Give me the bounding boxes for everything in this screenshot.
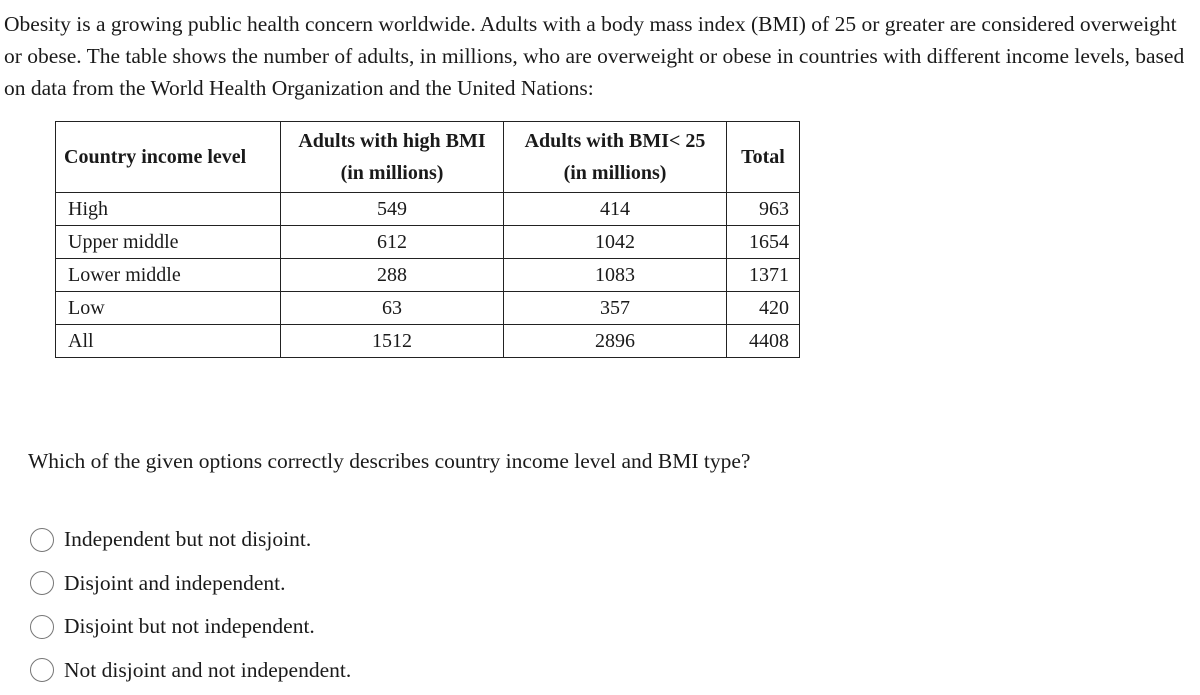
option-disjoint-and-independent[interactable] bbox=[30, 562, 351, 606]
table-row bbox=[56, 259, 800, 292]
table-row bbox=[56, 292, 800, 325]
cell-level: All bbox=[56, 325, 281, 358]
radio-button-icon[interactable] bbox=[30, 615, 54, 639]
cell-total: 1371 bbox=[727, 259, 800, 292]
cell-high-bmi: 612 bbox=[281, 226, 504, 259]
cell-high-bmi: 1512 bbox=[281, 325, 504, 358]
option-label: Disjoint but not independent. bbox=[64, 614, 315, 639]
header-low-bmi-line2: (in millions) bbox=[563, 162, 667, 184]
table-row bbox=[56, 193, 800, 226]
question-text: Which of the given options correctly describes country income level and BMI type? bbox=[28, 449, 751, 473]
radio-button-icon[interactable] bbox=[30, 571, 54, 595]
cell-high-bmi: 63 bbox=[281, 292, 504, 325]
option-independent-not-disjoint[interactable] bbox=[30, 518, 351, 562]
cell-total: 4408 bbox=[727, 325, 800, 358]
cell-total: 963 bbox=[727, 193, 800, 226]
cell-level: High bbox=[56, 193, 281, 226]
header-low-bmi bbox=[504, 122, 727, 193]
cell-low-bmi: 414 bbox=[504, 193, 727, 226]
cell-level: Low bbox=[56, 292, 281, 325]
table-header-row bbox=[56, 122, 800, 193]
cell-high-bmi: 288 bbox=[281, 259, 504, 292]
header-low-bmi-line1: Adults with BMI< 25 bbox=[524, 130, 706, 152]
option-label: Disjoint and independent. bbox=[64, 570, 286, 595]
cell-level: Upper middle bbox=[56, 226, 281, 259]
header-high-bmi-line1: Adults with high BMI bbox=[298, 130, 486, 152]
header-country-income-level: Country income level bbox=[56, 122, 281, 193]
cell-total: 1654 bbox=[727, 226, 800, 259]
option-label: Independent but not disjoint. bbox=[64, 527, 312, 552]
intro-paragraph: Obesity is a growing public health concern worldwide. Adults with a body mass index (BMI) of 25 or greater are considered overweight or obese. The table shows the number of adults, in millions, who are overweight or obese in countries with different income levels, based on data from the World Health Organization and the United Nations: bbox=[4, 12, 1185, 100]
header-total: Total bbox=[727, 122, 800, 193]
header-high-bmi-line2: (in millions) bbox=[340, 162, 444, 184]
answer-options bbox=[30, 518, 351, 692]
cell-high-bmi: 549 bbox=[281, 193, 504, 226]
radio-button-icon[interactable] bbox=[30, 658, 54, 682]
option-disjoint-not-independent[interactable] bbox=[30, 605, 351, 649]
radio-button-icon[interactable] bbox=[30, 528, 54, 552]
header-high-bmi bbox=[281, 122, 504, 193]
cell-low-bmi: 1042 bbox=[504, 226, 727, 259]
cell-total: 420 bbox=[727, 292, 800, 325]
cell-low-bmi: 357 bbox=[504, 292, 727, 325]
bmi-table bbox=[55, 121, 800, 358]
cell-low-bmi: 1083 bbox=[504, 259, 727, 292]
option-not-disjoint-not-independent[interactable] bbox=[30, 649, 351, 693]
option-label: Not disjoint and not independent. bbox=[64, 657, 352, 682]
cell-low-bmi: 2896 bbox=[504, 325, 727, 358]
cell-level: Lower middle bbox=[56, 259, 281, 292]
bmi-table-container bbox=[55, 121, 800, 358]
table-row bbox=[56, 226, 800, 259]
table-row bbox=[56, 325, 800, 358]
